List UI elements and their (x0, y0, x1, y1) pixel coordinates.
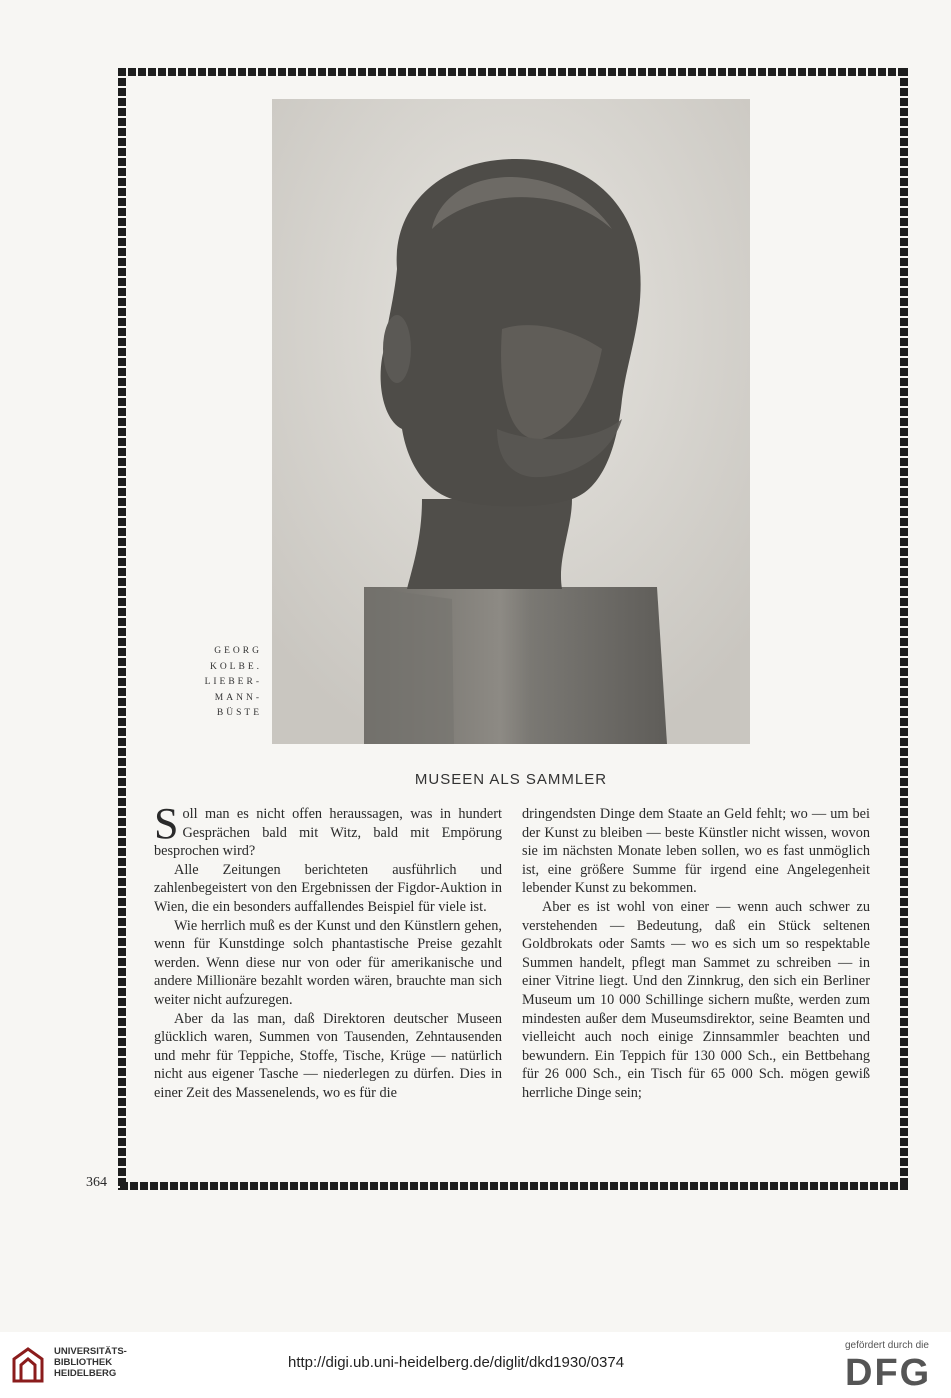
caption-line: GEORG (214, 646, 262, 656)
caption-line: KOLBE. (209, 661, 262, 672)
library-name-line: UNIVERSITÄTS- (54, 1346, 127, 1357)
library-name-line: HEIDELBERG (54, 1368, 117, 1379)
decorative-border-right (900, 68, 908, 1190)
paragraph: Wie herrlich muß es der Kunst und den Künstlern gehen, wenn für Kunstdinge solch phantastische Preise gezahlt werden. Wenn diese nur von oder für amerikanische und andere Millionäre bezahlt worden wären, brauchte man sich weiter nicht aufzuregen. (154, 917, 502, 1008)
caption-line: BÜSTE (216, 708, 262, 718)
library-name (54, 1346, 127, 1379)
university-library-logo-icon (10, 1345, 46, 1385)
text-column-right (522, 805, 870, 1103)
text-column-left (154, 799, 502, 1103)
photo-caption (182, 644, 262, 722)
bust-photograph (272, 99, 750, 744)
library-name-line: BIBLIOTHEK (54, 1357, 113, 1368)
caption-line: MANN- (214, 692, 262, 703)
caption-line: LIEBER- (204, 677, 262, 687)
paragraph: Aber es ist wohl von einer — wenn auch schwer zu verstehenden — Bedeutung, daß ein Stück seltenen Goldbrokats oder Samts — wo es sich um so respektable Summen handelt, pflegt man Sammet zu schreiben — in einer Vitrine liegt. Und den Zinnkrug, den sich ein Berliner Museum um 10 000 Schillinge sichern mußte, werden zum mindesten außer dem Museumsdirektor, seine Beamten und vielleicht auch noch einige Zinnsammler beachten und bewundern. Ein Teppich für 130 000 Sch., ein Bettbehang für 26 000 Sch., ein Tisch für 65 000 Sch. mögen gewiß herrliche Dinge sein; (522, 898, 870, 1101)
paragraph: Aber da las man, daß Direktoren deutscher Museen glücklich waren, Summen von Tausenden, Zehntausenden und mehr für Teppiche, Stoffe, Tische, Krüge — natürlich nicht aus eigener Tasche — niederlegen zu dürfen. Dies in einer Zeit des Massenelends, wo es für die (154, 1010, 502, 1101)
dfg-logo: DFG (845, 1352, 932, 1394)
paragraph-text: oll man es nicht offen heraussagen, was in hundert Gesprächen bald mit Witz, bald mit Empörung besprochen wird? (154, 806, 502, 860)
permalink[interactable]: http://digi.ub.uni-heidelberg.de/diglit/dkd1930/0374 (288, 1354, 625, 1371)
article-title: MUSEEN ALS SAMMLER (414, 771, 608, 788)
decorative-border-top (118, 68, 908, 76)
paragraph (154, 799, 502, 861)
decorative-border-bottom (120, 1182, 910, 1190)
paragraph: Alle Zeitungen berichteten ausführlich und zahlenbegeistert von den Ergebnissen der Figdor-Auktion in Wien, die ein besonders auffallendes Beispiel für viele ist. (154, 861, 502, 915)
paragraph: dringendsten Dinge dem Staate an Geld fehlt; wo — um bei der Kunst zu bleiben — beste Künstler nicht wissen, wovon sie im nächsten Monate leben sollen, wo es fast unmöglich ist, eine größere Summe für irgend eine Angelegenheit lebender Kunst zu bekommen. (522, 806, 870, 897)
drop-cap: S (154, 799, 179, 848)
funding-note: gefördert durch die (845, 1340, 929, 1351)
decorative-border-left (118, 68, 126, 1190)
digitization-footer (0, 1332, 951, 1398)
page-number: 364 (86, 1175, 107, 1190)
